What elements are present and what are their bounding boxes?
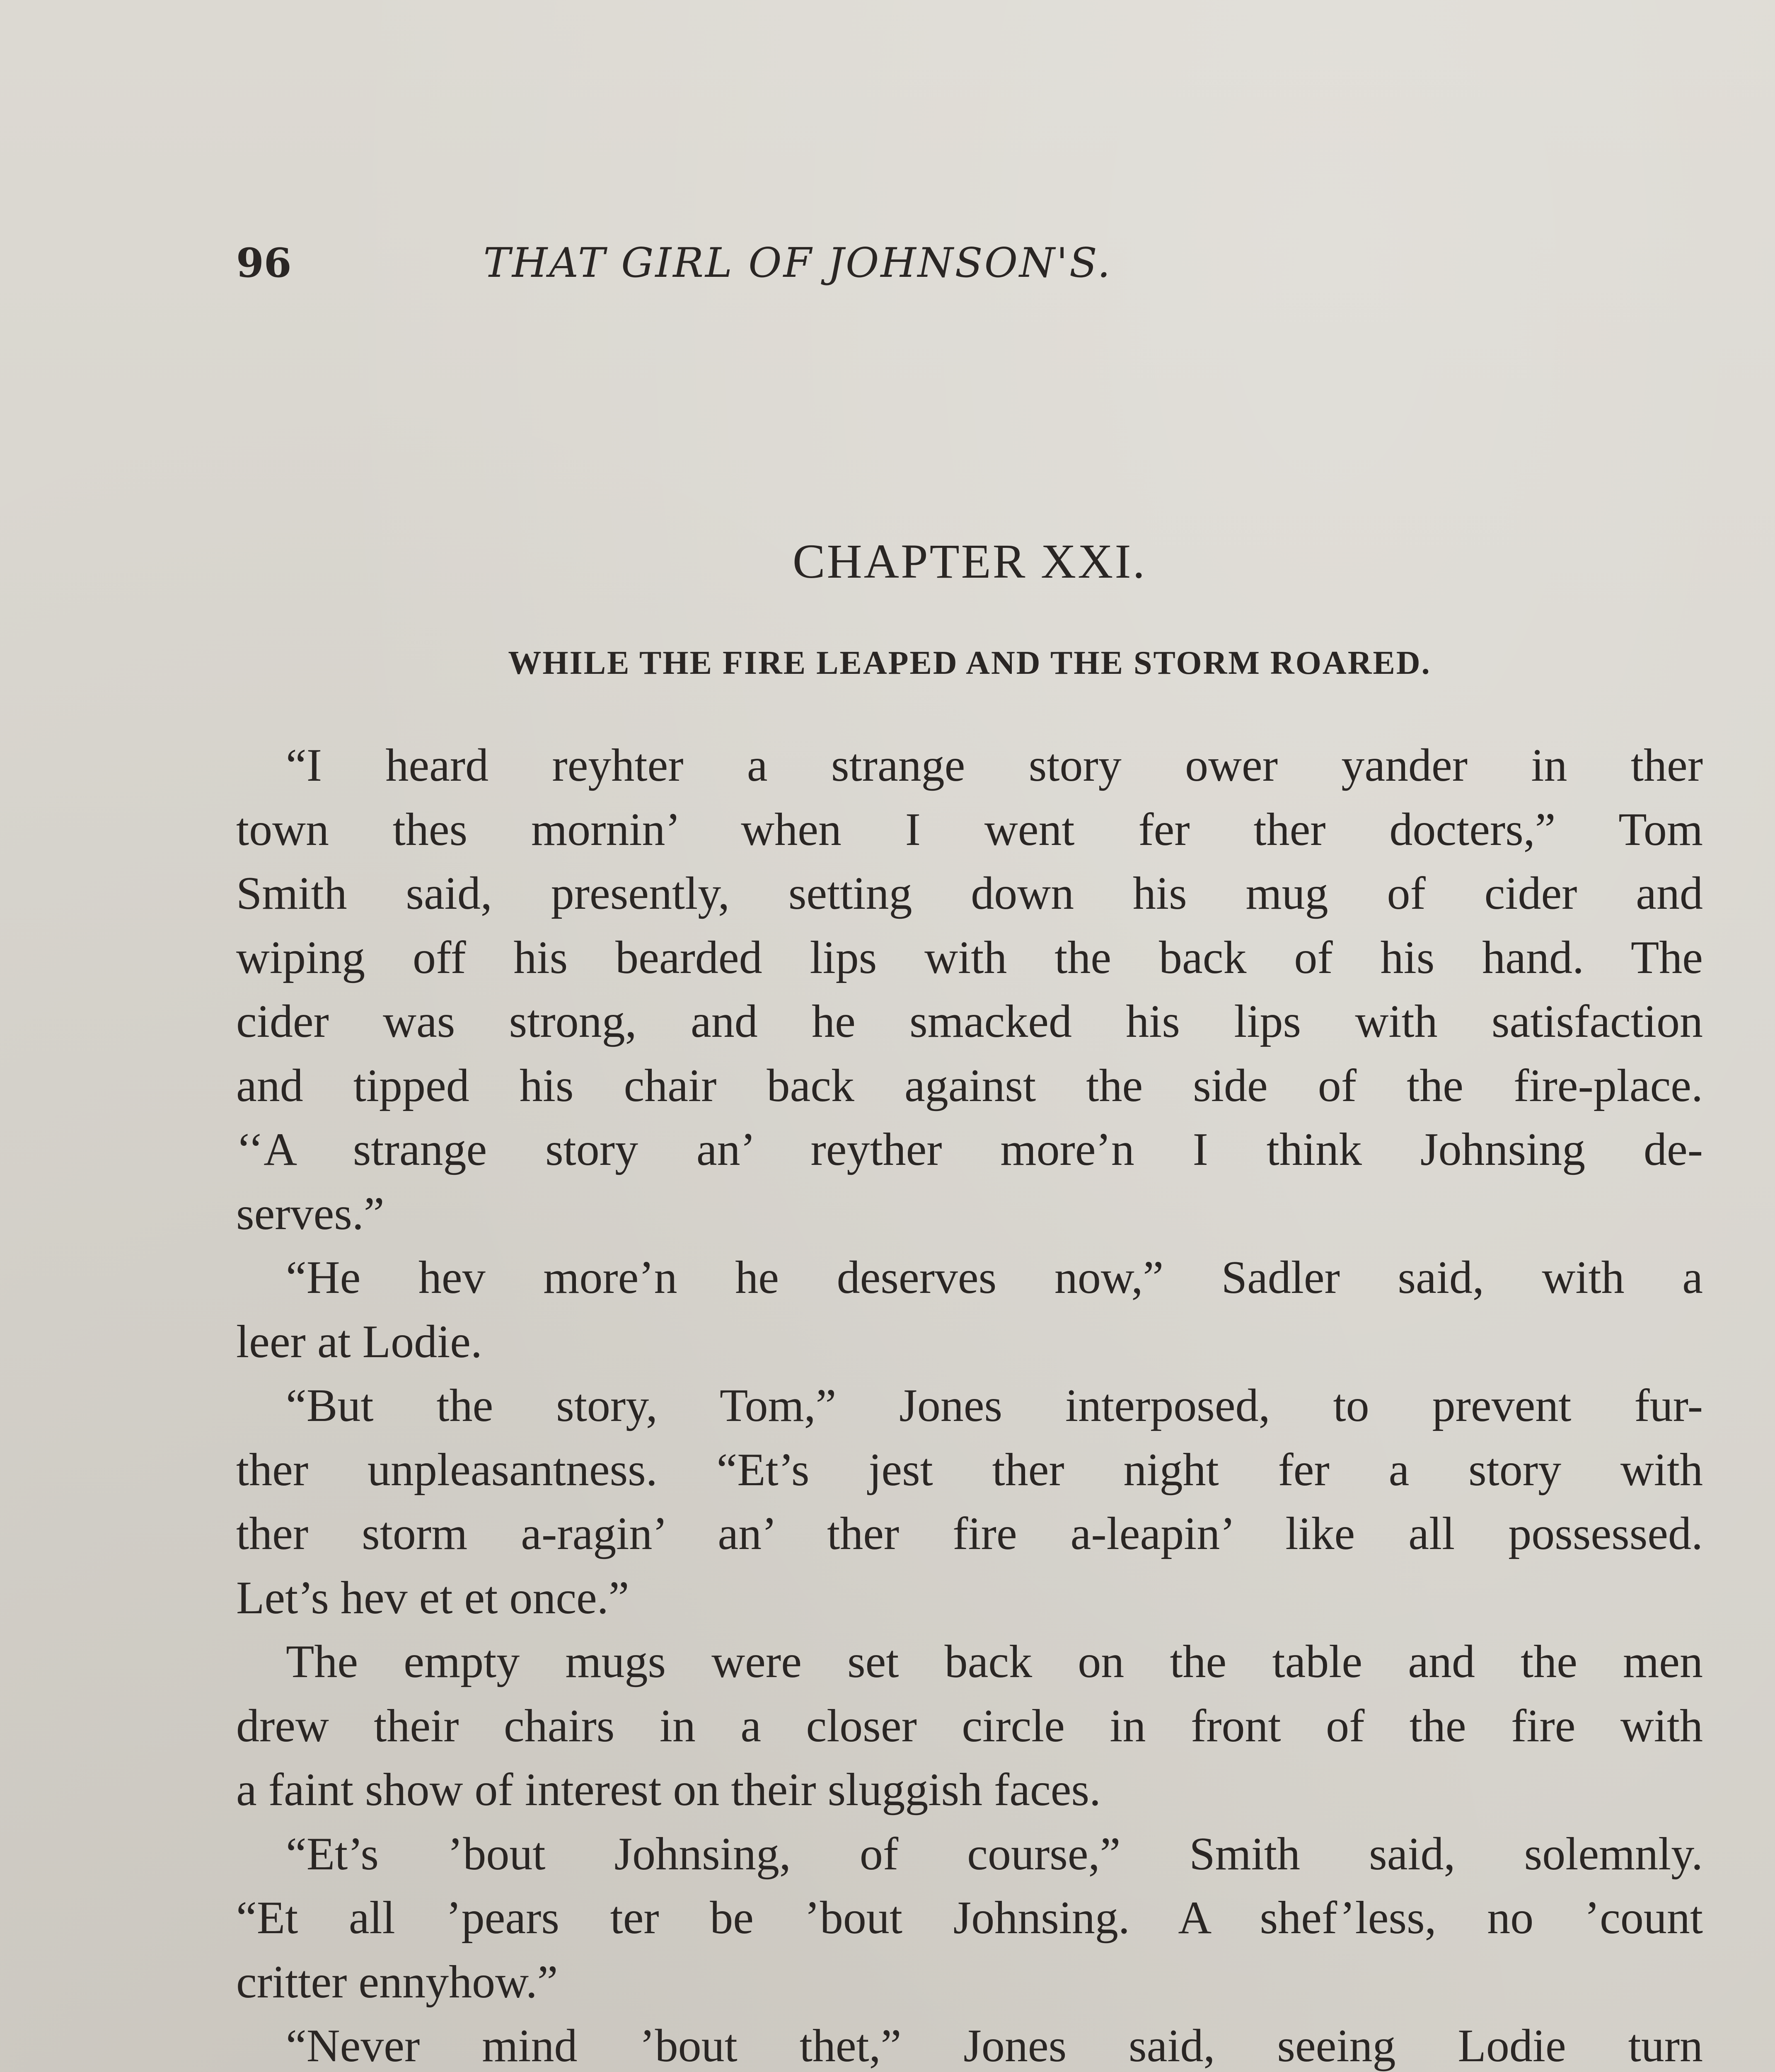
text-line: “But the story, Tom,” Jones interposed, to prevent fur- <box>286 1380 1703 1431</box>
page-number: 96 <box>236 240 292 286</box>
text-line: cider was strong, and he smacked his lips with satisfaction <box>236 996 1703 1047</box>
text-line: ther unpleasantness. “Et’s jest ther night fer a story with <box>236 1444 1703 1496</box>
text-line: drew their chairs in a closer circle in front of the fire with <box>236 1700 1703 1752</box>
text-line: leer at Lodie. <box>236 1316 482 1368</box>
body-text <box>236 733 1703 2072</box>
book-title: THAT GIRL OF JOHNSON'S. <box>483 240 1112 287</box>
text-line: The empty mugs were set back on the table and the men <box>286 1636 1703 1687</box>
chapter-subtitle: WHILE THE FIRE LEAPED AND THE STORM ROARED. <box>508 645 1431 681</box>
text-line: ‘‘A strange story an’ reyther more’n I think Johnsing de- <box>236 1124 1703 1175</box>
text-line: town thes mornin’ when I went fer ther docters,” Tom <box>236 804 1703 855</box>
text-line: “He hev more’n he deserves now,” Sadler said, with a <box>286 1252 1703 1303</box>
text-line: ther storm a-ragin’ an’ ther fire a-leapin’ like all possessed. <box>236 1508 1703 1559</box>
text-line: and tipped his chair back against the side of the fire-place. <box>236 1060 1703 1111</box>
text-line: Smith said, presently, setting down his mug of cider and <box>236 868 1703 919</box>
text-line: “Et all ’pears ter be ’bout Johnsing. A shef’less, no ’count <box>236 1892 1703 1944</box>
chapter-title: CHAPTER XXI. <box>792 534 1147 588</box>
text-line: “Never mind ’bout thet,” Jones said, seeing Lodie turn <box>286 2020 1703 2072</box>
text-line: a faint show of interest on their sluggish faces. <box>236 1764 1101 1815</box>
text-line: wiping off his bearded lips with the back of his hand. The <box>236 932 1703 983</box>
text-line: Let’s hev et et once.” <box>236 1572 629 1624</box>
running-head <box>236 238 1359 288</box>
text-line: “I heard reyhter a strange story ower yander in ther <box>286 740 1703 791</box>
text-line: “Et’s ’bout Johnsing, of course,” Smith said, solemnly. <box>286 1828 1703 1880</box>
text-line: serves.” <box>236 1188 385 1239</box>
text-line: critter ennyhow.” <box>236 1956 558 2008</box>
